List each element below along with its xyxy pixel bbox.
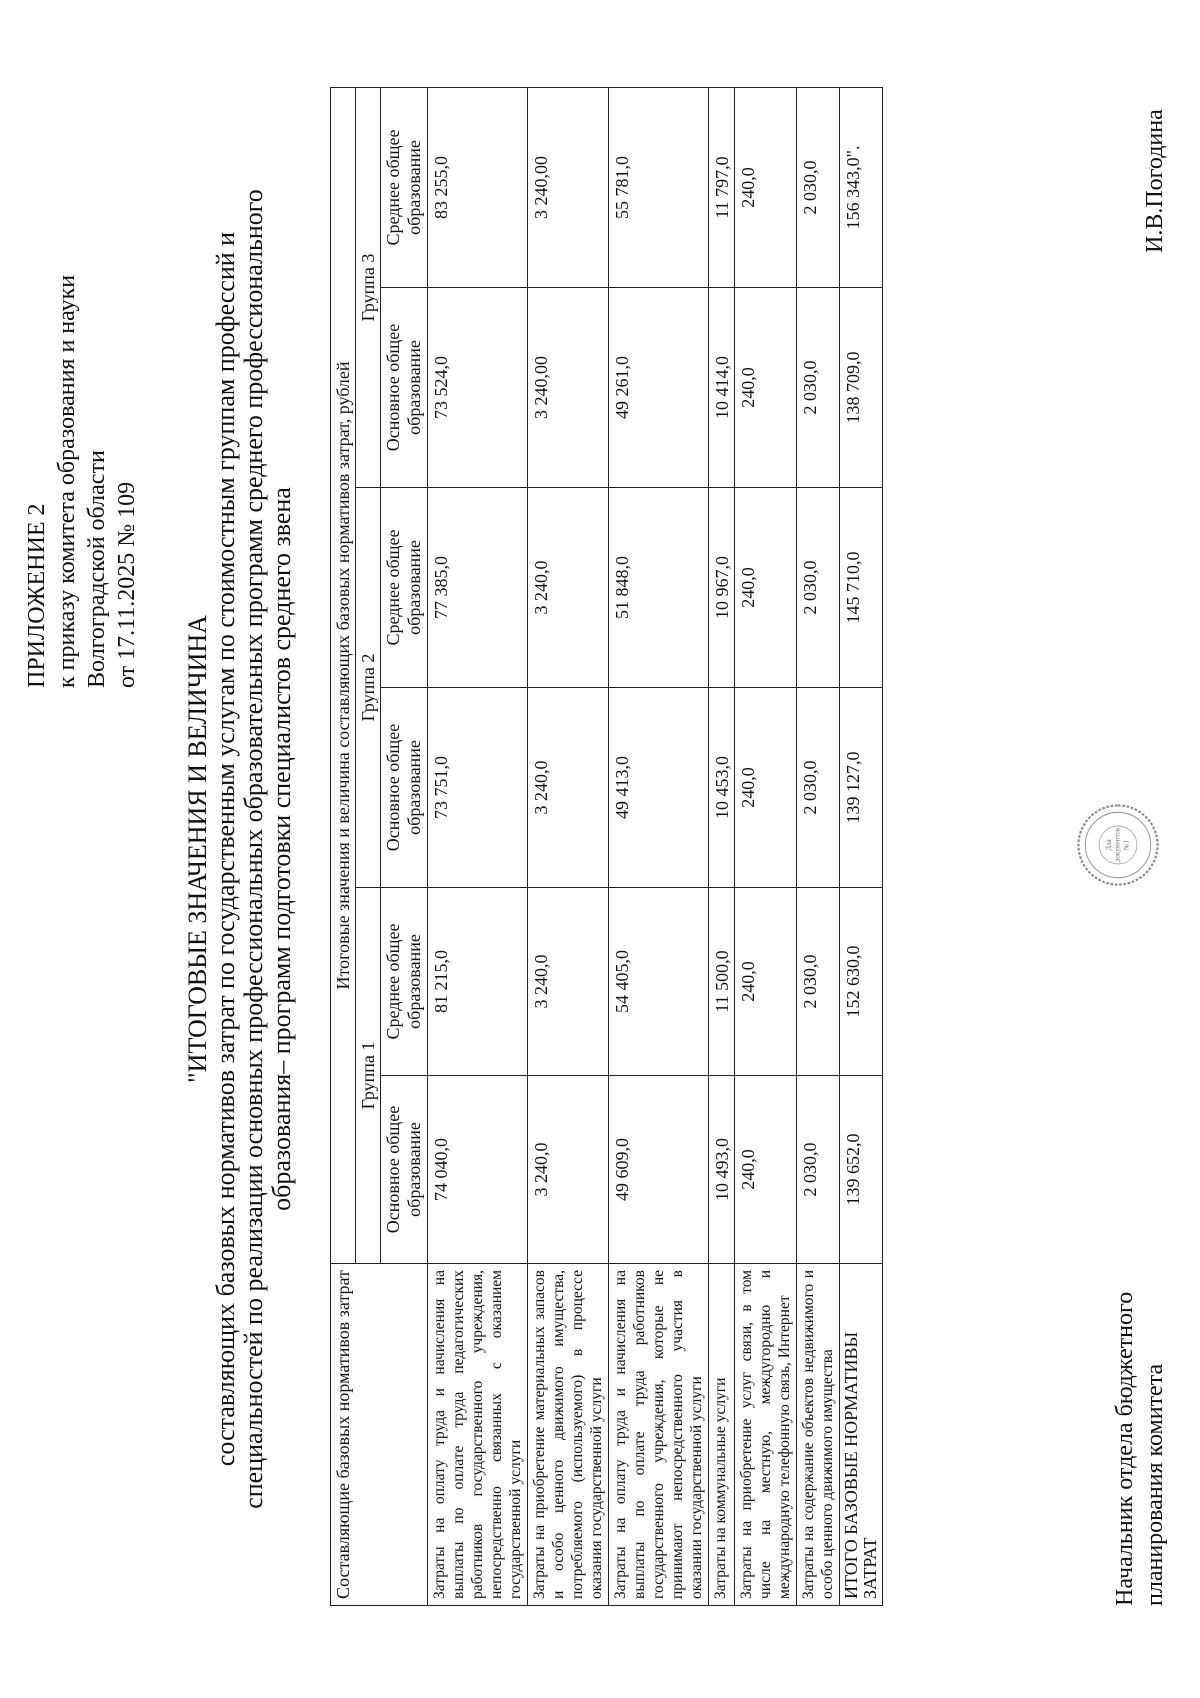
table-row xyxy=(428,87,528,1605)
norms-table xyxy=(330,87,883,1606)
row-value: 49 413,0 xyxy=(609,688,709,888)
position-line-2: планирования комитета xyxy=(1142,1363,1168,1606)
row-name: Затраты на приобретение материальных запасов и особо ценного движимого имущества, потребляемого (используемого) в процессе оказания государственной услуги xyxy=(528,1264,609,1606)
row-name: Затраты на коммунальные услуги xyxy=(709,1264,735,1606)
table-row xyxy=(609,87,709,1605)
subheader-cell: Основное общее образование xyxy=(381,288,428,488)
column-header-components: Составляющие базовых нормативов затрат xyxy=(331,1264,428,1606)
row-value: 10 493,0 xyxy=(709,1076,735,1264)
subheader-cell: Среднее общее образование xyxy=(381,488,428,688)
row-value: 11 797,0 xyxy=(709,87,735,287)
group-header-1: Группа 1 xyxy=(356,888,381,1264)
row-value: 2 030,0 xyxy=(797,688,840,888)
row-value: 54 405,0 xyxy=(609,888,709,1076)
approval-line-1: к приказу комитета образования и науки xyxy=(54,274,80,688)
title-line-3: специальностей по реализации основных профессиональных образовательных программ среднего профессионального xyxy=(239,189,268,1509)
title-line-1: "ИТОГОВЫЕ ЗНАЧЕНИЯ И ВЕЛИЧИНА xyxy=(183,615,212,1083)
row-value: 73 524,0 xyxy=(428,288,528,488)
total-value: 138 709,0 xyxy=(840,288,883,488)
row-value: 11 500,0 xyxy=(709,888,735,1076)
row-value: 10 414,0 xyxy=(709,288,735,488)
row-value: 240,0 xyxy=(735,288,797,488)
row-value: 240,0 xyxy=(735,688,797,888)
row-value: 240,0 xyxy=(735,87,797,287)
appendix-label: ПРИЛОЖЕНИЕ 2 xyxy=(24,503,50,688)
row-value: 3 240,0 xyxy=(528,888,609,1076)
title-line-4: образования– программ подготовки специалистов среднего звена xyxy=(267,487,296,1211)
document-title xyxy=(184,0,296,1698)
approval-block xyxy=(22,275,142,688)
title-line-2: составляющих базовых нормативов затрат по государственным услугам по стоимостным группам профессий и xyxy=(211,231,240,1467)
row-value: 3 240,00 xyxy=(528,87,609,287)
row-value: 2 030,0 xyxy=(797,1076,840,1264)
row-value: 240,0 xyxy=(735,888,797,1076)
stamp-text-2: документов xyxy=(1114,827,1122,863)
subheader-cell: Среднее общее образование xyxy=(381,888,428,1076)
row-value: 74 040,0 xyxy=(428,1076,528,1264)
group-header-2: Группа 2 xyxy=(356,488,381,888)
total-value: 152 630,0 xyxy=(840,888,883,1076)
row-value: 3 240,00 xyxy=(528,288,609,488)
row-name: Затраты на оплату труда и начисления на выплаты по оплате труда педагогических работников государственного учреждения, непосредственно связанных с оказанием государственной услуги xyxy=(428,1264,528,1606)
subheader-cell: Основное общее образование xyxy=(381,688,428,888)
group-header-3: Группа 3 xyxy=(356,87,381,487)
row-value: 3 240,0 xyxy=(528,488,609,688)
total-value: 139 127,0 xyxy=(840,688,883,888)
total-row xyxy=(840,87,883,1605)
position-line-1: Начальник отдела бюджетного xyxy=(1112,1291,1138,1606)
row-value: 49 609,0 xyxy=(609,1076,709,1264)
approval-line-3: от 17.11.2025 № 109 xyxy=(114,481,140,688)
column-header-values: Итоговые значения и величина составляющих базовых нормативов затрат, рублей xyxy=(331,87,356,1263)
total-name: ИТОГО БАЗОВЫЕ НОРМАТИВЫ ЗАТРАТ xyxy=(840,1264,883,1606)
total-value: 156 343,0". xyxy=(840,87,883,287)
row-name: Затраты на содержание объектов недвижимого и особо ценного движимого имущества xyxy=(797,1264,840,1606)
subheader-cell: Основное общее образование xyxy=(381,1076,428,1264)
table-row xyxy=(797,87,840,1605)
total-value: 139 652,0 xyxy=(840,1076,883,1264)
row-value: 77 385,0 xyxy=(428,488,528,688)
row-value: 2 030,0 xyxy=(797,488,840,688)
row-value: 73 751,0 xyxy=(428,688,528,888)
row-value: 83 255,0 xyxy=(428,87,528,287)
row-value: 51 848,0 xyxy=(609,488,709,688)
table-header-row xyxy=(331,87,356,1605)
row-value: 49 261,0 xyxy=(609,288,709,488)
row-value: 2 030,0 xyxy=(797,87,840,287)
row-value: 240,0 xyxy=(735,1076,797,1264)
table-row xyxy=(528,87,609,1605)
row-name: Затраты на приобретение услуг связи, в том числе на местную, междугородню и международную телефонную связь, Интернет xyxy=(735,1264,797,1606)
row-name: Затраты на оплату труда и начисления на выплаты по оплате труда работников государственного учреждения, которые не принимают непосредственного участия в оказании государственной услуги xyxy=(609,1264,709,1606)
row-value: 240,0 xyxy=(735,488,797,688)
table-row xyxy=(709,87,735,1605)
signer-name: И.В.Погодина xyxy=(1142,109,1168,253)
signer-position xyxy=(1110,1292,1170,1606)
row-value: 55 781,0 xyxy=(609,87,709,287)
subheader-cell: Среднее общее образование xyxy=(381,87,428,287)
row-value: 3 240,0 xyxy=(528,688,609,888)
approval-line-2: Волгоградской области xyxy=(84,450,110,688)
stamp-text-1: Для xyxy=(1106,839,1114,851)
row-value: 3 240,0 xyxy=(528,1076,609,1264)
total-value: 145 710,0 xyxy=(840,488,883,688)
stamp-text-3: №1 xyxy=(1123,840,1131,850)
row-value: 10 967,0 xyxy=(709,488,735,688)
table-row xyxy=(735,87,797,1605)
row-value: 81 215,0 xyxy=(428,888,528,1076)
row-value: 2 030,0 xyxy=(797,888,840,1076)
row-value: 10 453,0 xyxy=(709,688,735,888)
round-stamp xyxy=(1075,802,1161,888)
row-value: 2 030,0 xyxy=(797,288,840,488)
